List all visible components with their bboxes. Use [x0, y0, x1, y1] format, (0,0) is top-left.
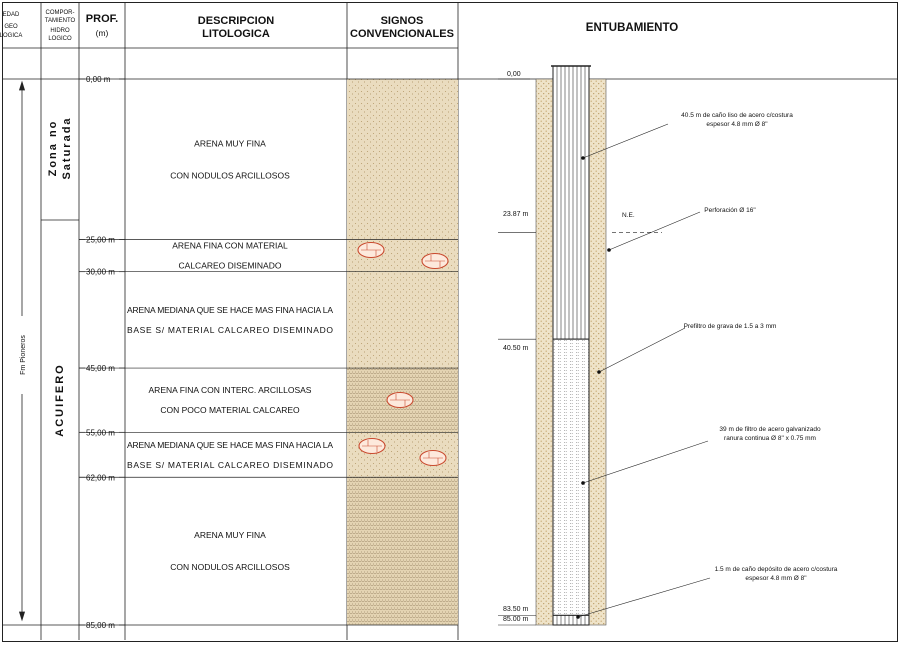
- header-litologica: LITOLOGICA: [202, 28, 270, 40]
- layer: [79, 240, 458, 272]
- annotation-dot: [581, 156, 585, 160]
- layer: [79, 272, 458, 368]
- depth-label: 0,00 m: [86, 75, 111, 84]
- header-entubamiento: ENTUBAMIENTO: [585, 22, 679, 34]
- casing-sump: [553, 615, 589, 625]
- acuifero-label: ACUIFERO: [54, 363, 66, 437]
- layer: [79, 477, 458, 625]
- casing-diagram: [498, 66, 710, 625]
- casing-tag-0: 0,00: [507, 71, 521, 78]
- depth-label: 25,00 m: [86, 235, 115, 245]
- header-descripcion: DESCRIPCION: [197, 15, 275, 27]
- depth-label: 85,00 m: [86, 621, 115, 630]
- annotation-dot: [581, 481, 585, 485]
- annotation-leader: [599, 328, 685, 372]
- header-signos: SIGNOS: [380, 15, 424, 27]
- layer-description: CALCAREO DISEMINADO: [178, 260, 282, 271]
- calcareous-nodule: [359, 439, 385, 454]
- depth-label: 45,00 m: [86, 364, 115, 374]
- annotation-prefiltro: Prefiltro de grava de 1.5 a 3 mm: [683, 323, 777, 330]
- header-edad-line: LOGICA: [0, 33, 23, 39]
- layer-description: CON NODULOS ARCILLOSOS: [170, 562, 290, 573]
- casing-annotations: [681, 112, 838, 582]
- casing-screen: [553, 339, 589, 615]
- layer-symbol-fill: [347, 477, 458, 625]
- layer-symbol-fill: [347, 272, 458, 368]
- casing-tag-4050: 40.50 m: [503, 345, 529, 352]
- casing-tag-2387: 23.87 m: [503, 211, 529, 218]
- annotation-perforacion: Perforación Ø 16": [704, 207, 756, 214]
- zona-no-saturada-label-1: Zona no: [47, 119, 59, 177]
- layer-description: CON NODULOS ARCILLOSOS: [170, 170, 290, 181]
- layer-description: BASE S/ MATERIAL CALCAREO DISEMINADO: [127, 324, 333, 335]
- layer-description: ARENA MEDIANA QUE SE HACE MAS FINA HACIA LA: [127, 304, 333, 315]
- annotation-dot: [597, 370, 601, 374]
- header-comp-line: TAMIENTO: [44, 18, 76, 24]
- layer-description: ARENA MUY FINA: [194, 138, 266, 149]
- annotation-dot: [607, 248, 611, 252]
- annotation-deposito-2: espesor 4.8 mm Ø 8": [745, 575, 807, 582]
- layer-description: ARENA MEDIANA QUE SE HACE MAS FINA HACIA LA: [127, 439, 333, 450]
- casing-tag-8350: 83.50 m: [503, 606, 529, 613]
- header-edad-line: GEO: [4, 24, 18, 30]
- header-edad-line: EDAD: [2, 12, 20, 18]
- layer: [79, 432, 458, 477]
- depth-label: 62,00 m: [86, 473, 115, 483]
- layer: [79, 368, 458, 432]
- annotation-dot: [576, 615, 580, 619]
- annotation-filtro-1: 39 m de filtro de acero galvanizado: [719, 426, 821, 433]
- zona-no-saturada-label-2: Saturada: [61, 116, 73, 180]
- calcareous-nodule: [358, 243, 384, 258]
- annotation-filtro-2: ranura continua Ø 8" x 0.75 mm: [724, 435, 816, 442]
- calcareous-nodule: [387, 393, 413, 408]
- header-comportamiento: [45, 10, 76, 42]
- lithology-layers: [3, 75, 897, 630]
- depth-label: 30,00 m: [86, 267, 115, 277]
- annotation-liso-1: 40.5 m de caño liso de acero c/costura: [681, 112, 793, 119]
- layer-symbol-fill: [347, 79, 458, 240]
- casing-tag-8500: 85.00 m: [503, 616, 529, 623]
- depth-label: 55,00 m: [86, 428, 115, 438]
- annotation-deposito-1: 1.5 m de caño depósito de acero c/costura: [714, 566, 838, 573]
- formation-label: Fm Pioneros: [20, 335, 27, 375]
- header-comp-line: LOGICO: [48, 36, 72, 42]
- annotation-liso-2: espesor 4.8 mm Ø 8": [706, 121, 768, 128]
- header-edad: [0, 12, 22, 39]
- layer-description: CON POCO MATERIAL CALCAREO: [160, 405, 300, 416]
- calcareous-nodule: [422, 254, 448, 269]
- header-prof-unit: (m): [95, 28, 109, 38]
- casing-depth-tags: [503, 71, 528, 623]
- header-comp-line: HIDRO: [50, 28, 70, 34]
- water-level-label: N.E.: [622, 212, 635, 219]
- layer: [170, 79, 458, 240]
- layer-description: ARENA FINA CON MATERIAL: [172, 240, 288, 251]
- header-convencionales: CONVENCIONALES: [350, 28, 454, 40]
- layer-description: ARENA FINA CON INTERC. ARCILLOSAS: [148, 385, 312, 396]
- layer-description: BASE S/ MATERIAL CALCAREO DISEMINADO: [127, 459, 333, 470]
- casing-blank-pipe: [553, 66, 589, 339]
- layer-description: ARENA MUY FINA: [194, 530, 266, 541]
- calcareous-nodule: [420, 451, 446, 466]
- header-prof: PROF.: [85, 13, 119, 25]
- header-comp-line: COMPOR-: [45, 10, 75, 16]
